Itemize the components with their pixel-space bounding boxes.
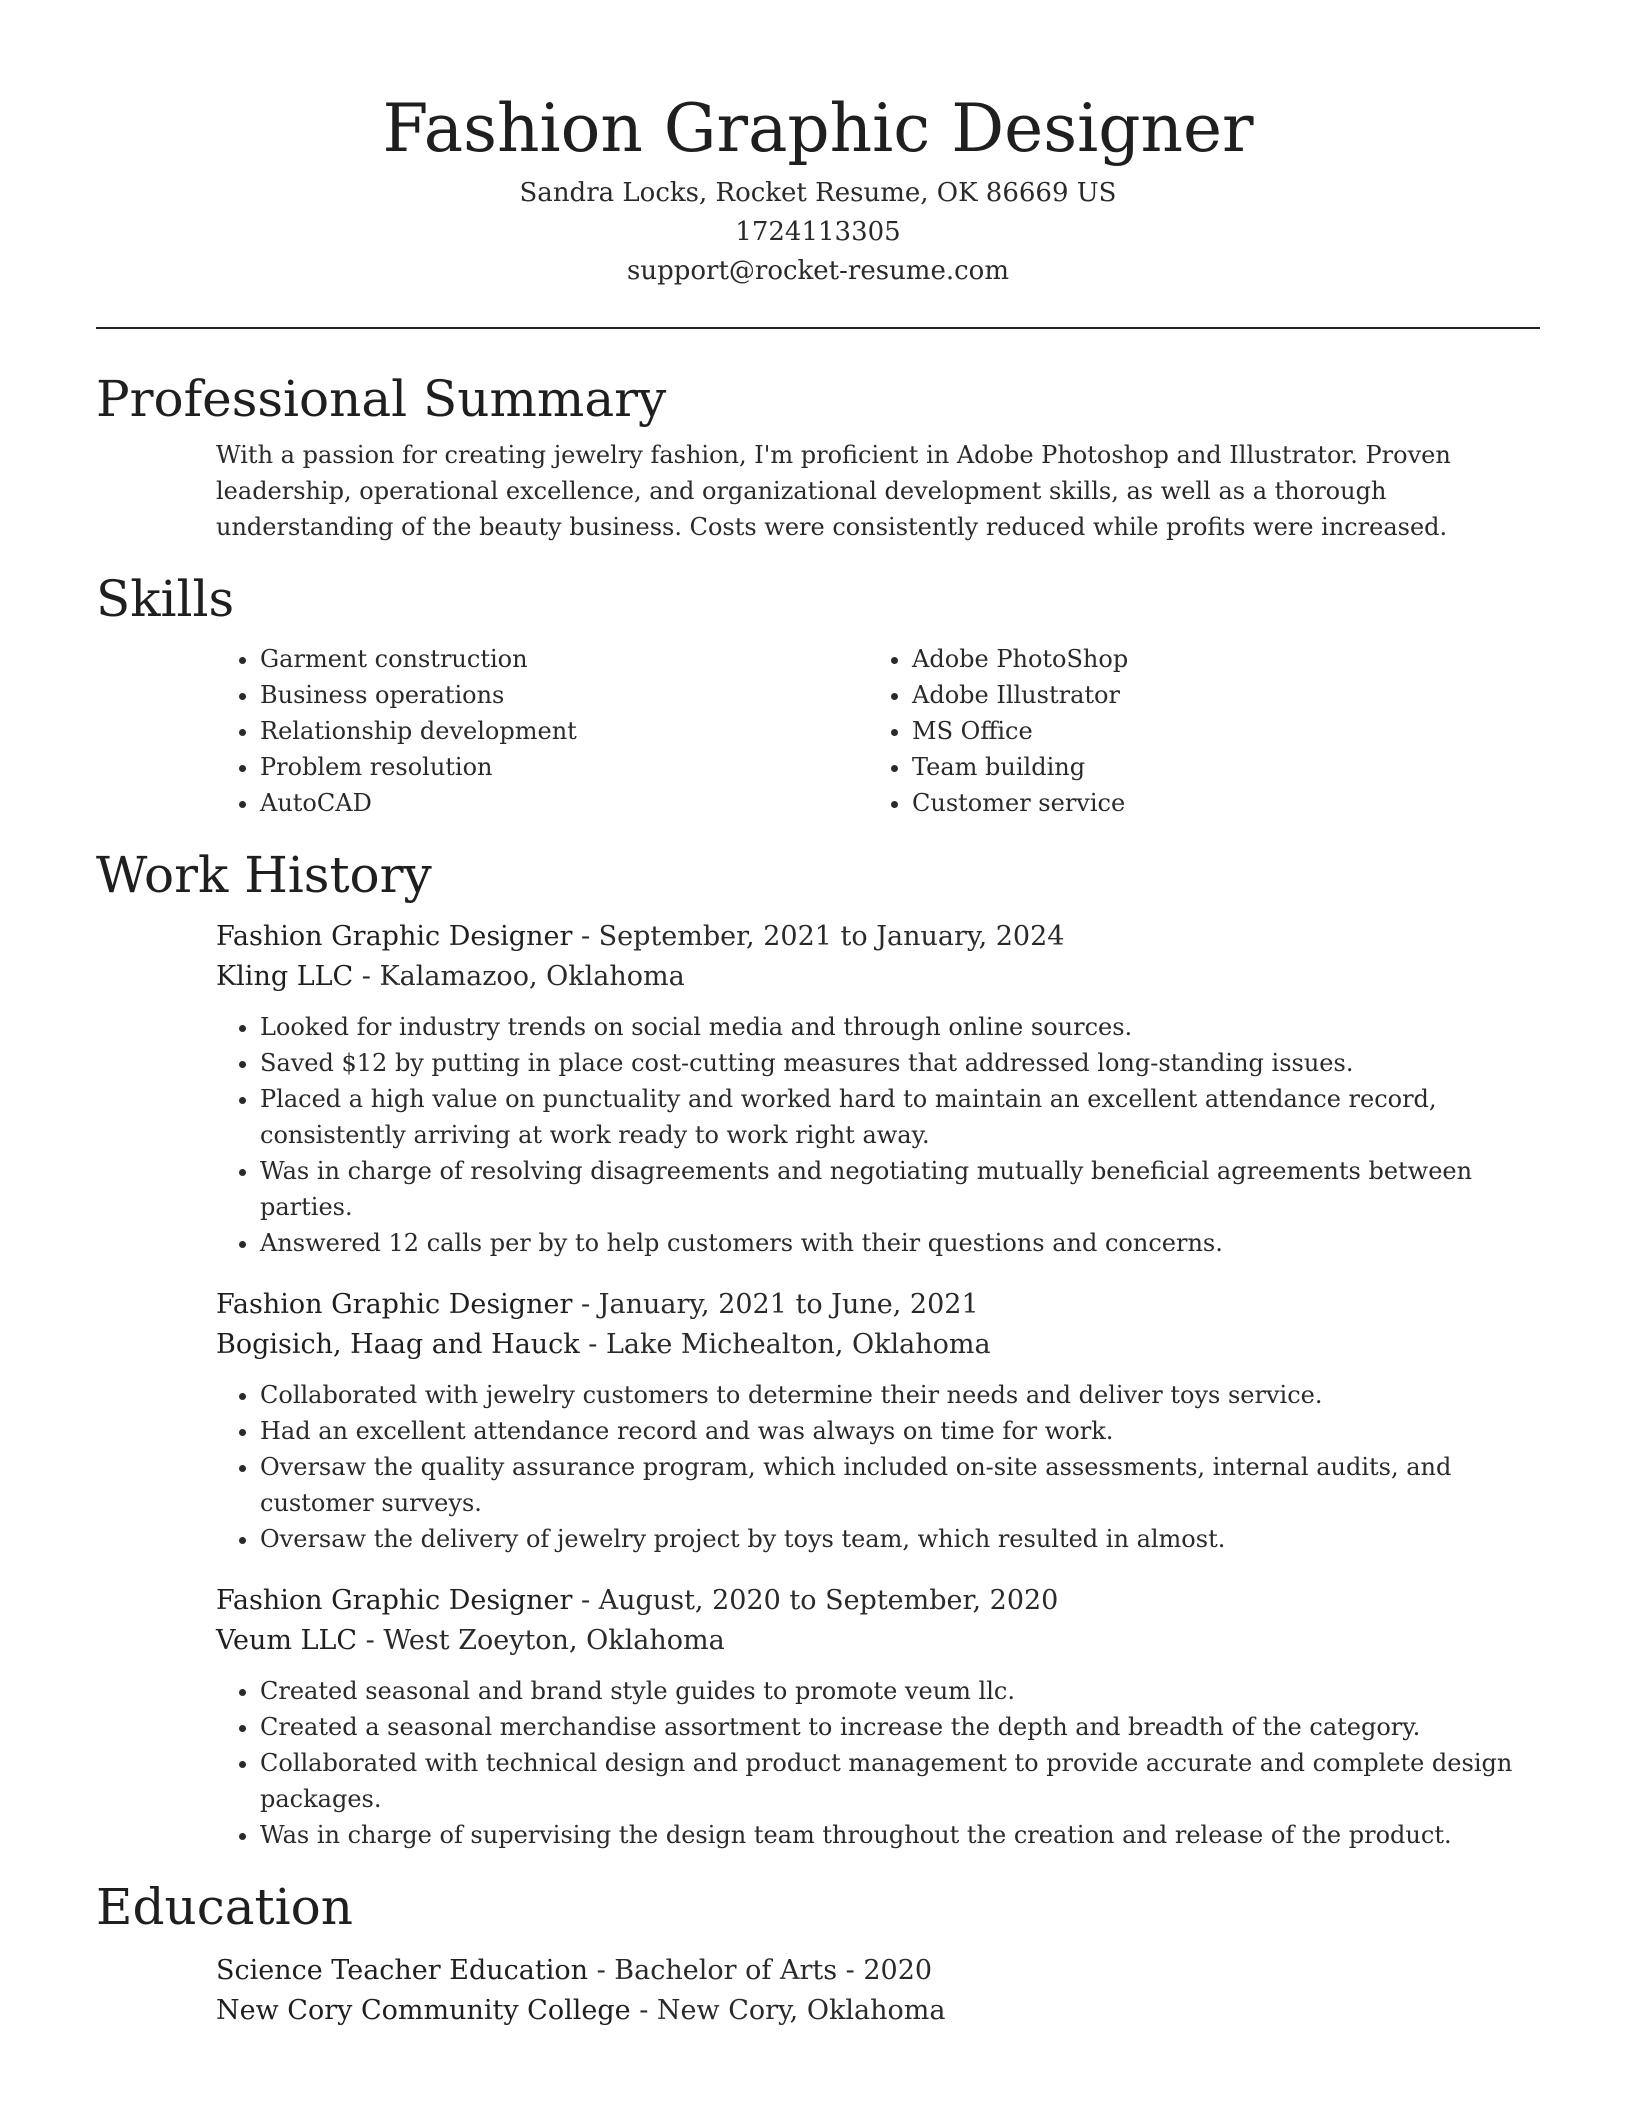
skills-section — [96, 567, 1540, 821]
contact-email[interactable]: support@rocket-resume.com — [626, 256, 1009, 286]
job-company-line — [216, 957, 1540, 997]
job-title-line — [216, 1581, 1540, 1621]
work-history-heading: Work History — [96, 846, 432, 904]
job-entry — [216, 1581, 1540, 1853]
job-bullet: • Created a seasonal merchandise assortment to increase the depth and breadth of the category. — [260, 1709, 1540, 1745]
job-bullet: • Oversaw the delivery of jewelry project by toys team, which resulted in almost. — [260, 1521, 1540, 1557]
summary-section — [96, 367, 1540, 545]
job-bullets — [216, 1009, 1540, 1261]
skill-item: • Team building — [912, 749, 1520, 785]
education-school: New Cory Community College — [216, 1995, 631, 2026]
education-degree: - Bachelor of Arts - 2020 — [588, 1955, 933, 1986]
skill-item: • AutoCAD — [260, 785, 868, 821]
job-bullet: • Had an excellent attendance record and was always on time for work. — [260, 1413, 1540, 1449]
summary-heading: Professional Summary — [96, 370, 667, 428]
resume-page — [96, 0, 1540, 2055]
skill-item: • Customer service — [912, 785, 1520, 821]
job-role: Fashion Graphic Designer — [216, 1289, 573, 1320]
job-bullet: • Created seasonal and brand style guides to promote veum llc. — [260, 1673, 1540, 1709]
skills-column-left — [216, 641, 868, 821]
skills-column-right — [868, 641, 1520, 821]
header-divider — [96, 327, 1540, 329]
job-title-line — [216, 917, 1540, 957]
skills-heading: Skills — [96, 570, 235, 628]
skill-item: • MS Office — [912, 713, 1520, 749]
work-history-section — [96, 843, 1540, 1853]
job-company: Bogisich, Haag and Hauck — [216, 1329, 580, 1360]
job-bullet: • Collaborated with technical design and product management to provide accurate and complete design packages. — [260, 1745, 1540, 1817]
skills-grid — [216, 641, 1540, 821]
job-bullet: • Placed a high value on punctuality and worked hard to maintain an excellent attendance record, consistently arriving at work ready to work right away. — [260, 1081, 1540, 1153]
job-bullet: • Answered 12 calls per by to help customers with their questions and concerns. — [260, 1225, 1540, 1261]
education-section — [96, 1875, 1540, 2031]
job-location: - Lake Michealton, Oklahoma — [579, 1329, 991, 1360]
job-dates: - August, 2020 to September, 2020 — [572, 1585, 1059, 1616]
job-role: Fashion Graphic Designer — [216, 921, 573, 952]
job-company-line — [216, 1325, 1540, 1365]
job-location: - West Zoeyton, Oklahoma — [357, 1625, 725, 1656]
education-degree-line — [216, 1951, 1540, 1991]
job-bullet: • Oversaw the quality assurance program, which included on-site assessments, internal audits, and customer surveys. — [260, 1449, 1540, 1521]
education-location: - New Cory, Oklahoma — [630, 1995, 946, 2026]
education-entry — [216, 1951, 1540, 2031]
skill-item: • Problem resolution — [260, 749, 868, 785]
job-bullet: • Was in charge of resolving disagreements and negotiating mutually beneficial agreements between parties. — [260, 1153, 1540, 1225]
skill-item: • Adobe PhotoShop — [912, 641, 1520, 677]
contact-phone: 1724113305 — [735, 217, 901, 247]
skill-item: • Adobe Illustrator — [912, 677, 1520, 713]
education-heading: Education — [96, 1878, 353, 1936]
job-bullet: • Looked for industry trends on social media and through online sources. — [260, 1009, 1540, 1045]
job-entry — [216, 1285, 1540, 1557]
job-bullet: • Saved $12 by putting in place cost-cutting measures that addressed long-standing issues. — [260, 1045, 1540, 1081]
job-company: Veum LLC — [216, 1625, 358, 1656]
job-bullet: • Collaborated with jewelry customers to determine their needs and deliver toys service. — [260, 1377, 1540, 1413]
job-location: - Kalamazoo, Oklahoma — [353, 961, 685, 992]
job-dates: - January, 2021 to June, 2021 — [572, 1289, 979, 1320]
education-school-line — [216, 1991, 1540, 2031]
job-bullet: • Was in charge of supervising the design team throughout the creation and release of the product. — [260, 1817, 1540, 1853]
skill-item: • Business operations — [260, 677, 868, 713]
contact-address: Sandra Locks, Rocket Resume, OK 86669 US — [519, 178, 1117, 208]
job-bullets — [216, 1377, 1540, 1557]
skill-item: • Garment construction — [260, 641, 868, 677]
resume-header — [96, 0, 1540, 291]
summary-text: With a passion for creating jewelry fashion, I'm proficient in Adobe Photoshop and Illustrator. Proven leadership, operational excellence, and organizational development skills, as well as a thorough understanding of the beauty business. Costs were consistently reduced while profits were increased. — [216, 441, 1451, 541]
job-company: Kling LLC — [216, 961, 354, 992]
job-entry — [216, 917, 1540, 1261]
education-field: Science Teacher Education — [216, 1955, 589, 1986]
job-company-line — [216, 1621, 1540, 1661]
job-dates: - September, 2021 to January, 2024 — [572, 921, 1065, 952]
job-title-line — [216, 1285, 1540, 1325]
skill-item: • Relationship development — [260, 713, 868, 749]
job-bullets — [216, 1673, 1540, 1853]
job-role: Fashion Graphic Designer — [216, 1585, 573, 1616]
resume-name: Fashion Graphic Designer — [382, 90, 1254, 167]
